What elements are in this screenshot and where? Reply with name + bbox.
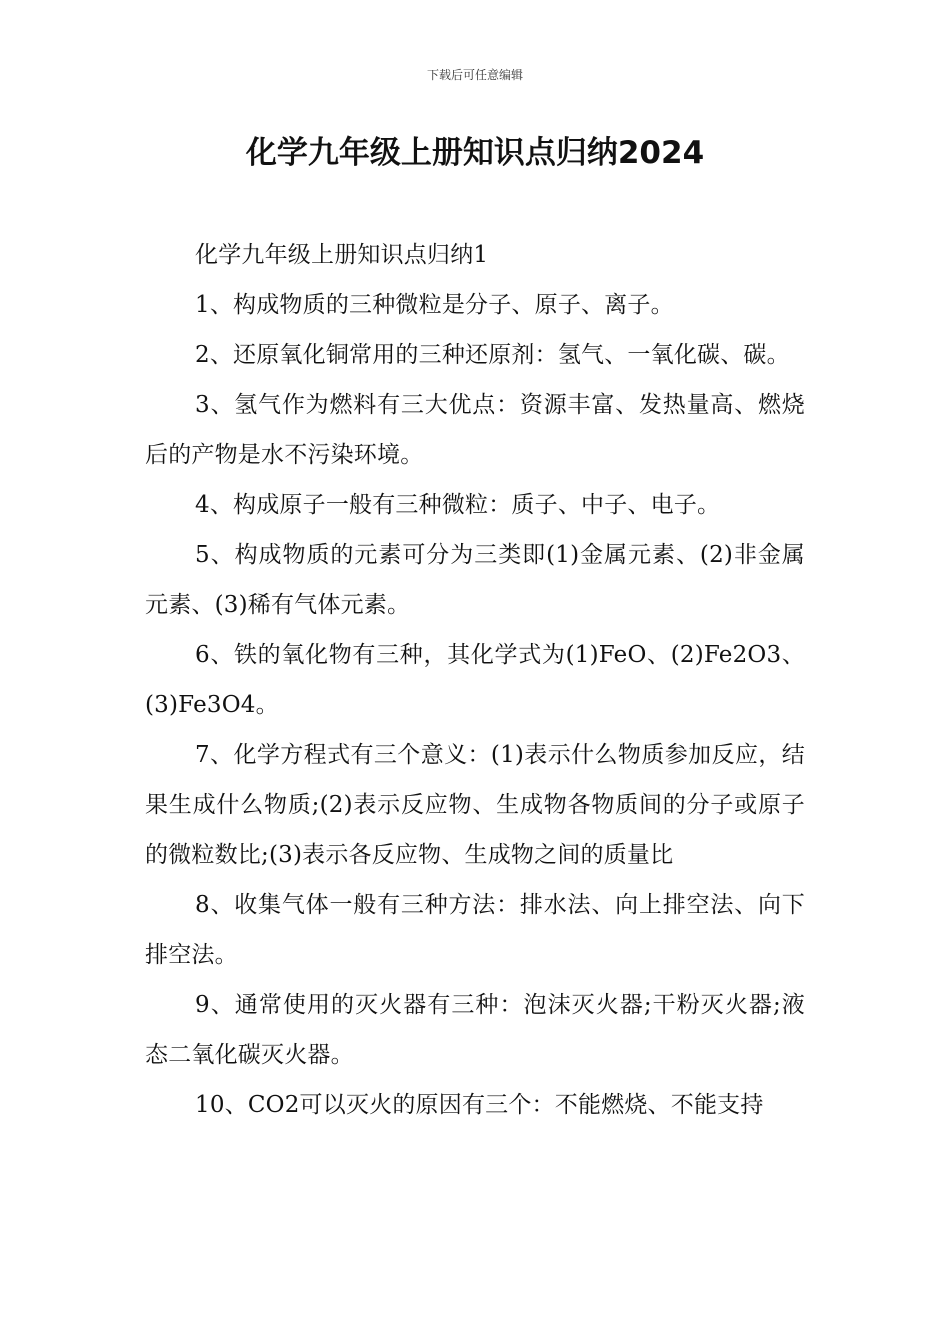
paragraph-item-8: 8、收集气体一般有三种方法：排水法、向上排空法、向下排空法。 [145,892,805,968]
paragraph-item-4: 4、构成原子一般有三种微粒：质子、中子、电子。 [195,492,721,518]
header-note: 下载后可任意编辑 [426,68,523,82]
paragraph-item-1: 1、构成物质的三种微粒是分子、原子、离子。 [195,292,674,318]
paragraph-item-5: 5、构成物质的元素可分为三类即(1)金属元素、(2)非金属元素、(3)稀有气体元素。 [145,542,805,618]
paragraph-item-10: 10、CO2可以灭火的原因有三个：不能燃烧、不能支持 [195,1092,764,1118]
paragraph-item-7: 7、化学方程式有三个意义：(1)表示什么物质参加反应，结果生成什么物质;(2)表示反应物、生成物各物质间的分子或原子的微粒数比;(3)表示各反应物、生成物之间的质量比 [145,742,805,868]
document-body [145,230,805,1130]
document-title: 化学九年级上册知识点归纳2024 [245,135,705,171]
paragraph-item-3: 3、氢气作为燃料有三大优点：资源丰富、发热量高、燃烧后的产物是水不污染环境。 [145,392,805,468]
paragraph-item-2: 2、还原氧化铜常用的三种还原剂：氢气、一氧化碳、碳。 [195,342,790,368]
paragraph-item-6: 6、铁的氧化物有三种，其化学式为(1)FeO、(2)Fe2O3、(3)Fe3O4。 [145,642,805,718]
paragraph-item-9: 9、通常使用的灭火器有三种：泡沫灭火器;干粉灭火器;液态二氧化碳灭火器。 [145,992,805,1068]
paragraph-section-heading: 化学九年级上册知识点归纳1 [195,242,489,268]
